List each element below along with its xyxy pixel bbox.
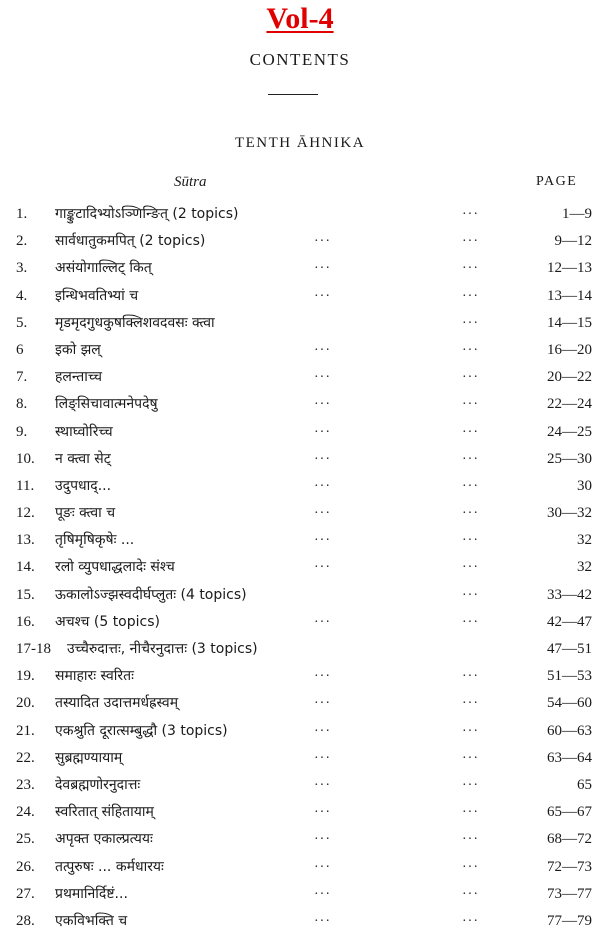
sutra-number: 28. xyxy=(16,912,35,929)
contents-row xyxy=(0,554,600,581)
sutra-column-header: Sūtra xyxy=(174,174,207,190)
leader-dots: ··· xyxy=(462,533,479,549)
leader-dots: ··· xyxy=(462,777,479,793)
contents-row xyxy=(0,283,600,310)
page-range: 32 xyxy=(577,559,592,576)
leader-dots: ··· xyxy=(462,478,479,494)
page-range: 24—25 xyxy=(547,423,592,440)
contents-row xyxy=(0,636,600,663)
sutra-number: 23. xyxy=(16,776,35,793)
sutra-text: सार्वधातुकमपित् (2 topics) xyxy=(55,233,206,250)
page-range: 63—64 xyxy=(547,749,592,766)
contents-row xyxy=(0,826,600,853)
page-range: 20—22 xyxy=(547,369,592,386)
leader-dots: ··· xyxy=(314,533,331,549)
leader-dots: ··· xyxy=(462,207,479,222)
contents-row xyxy=(0,772,600,799)
sutra-text: इको झल् xyxy=(55,341,101,358)
page-range: 73—77 xyxy=(547,885,592,902)
contents-row xyxy=(0,201,600,228)
leader-dots: ··· xyxy=(314,669,331,685)
sutra-number: 12. xyxy=(16,505,35,522)
sutra-number: 25. xyxy=(16,831,35,848)
page-range: 12—13 xyxy=(547,260,592,277)
sutra-number: 17-18 xyxy=(16,641,51,657)
sutra-text: उच्चैरुदात्तः, नीचैरनुदात्तः (3 topics) xyxy=(67,641,258,657)
sutra-text: तृषिमृषिकृषेः ... xyxy=(55,532,135,549)
leader-dots: ··· xyxy=(462,614,479,630)
sutra-number: 19. xyxy=(16,668,35,685)
sutra-number: 22. xyxy=(16,749,35,766)
sutra-number: 21. xyxy=(16,722,35,739)
leader-dots: ··· xyxy=(462,506,479,522)
leader-dots: ··· xyxy=(462,587,479,603)
page-range: 60—63 xyxy=(547,722,592,739)
volume-label: Vol-4 xyxy=(266,2,334,35)
contents-row xyxy=(0,255,600,282)
contents-row xyxy=(0,228,600,255)
page-range: 72—73 xyxy=(547,858,592,875)
sutra-text: इन्धिभवतिभ्यां च xyxy=(55,287,139,304)
leader-dots: ··· xyxy=(314,424,331,440)
section-title: TENTH ĀHNIKA xyxy=(234,135,366,151)
leader-dots: ··· xyxy=(462,669,479,685)
contents-row xyxy=(0,527,600,554)
leader-dots: ··· xyxy=(314,397,331,413)
sutra-number: 15. xyxy=(16,586,35,603)
sutra-text: प्रथमानिर्दिष्टं... xyxy=(55,885,128,902)
leader-dots: ··· xyxy=(462,424,479,440)
sutra-text: समाहारः स्वरितः xyxy=(55,668,134,685)
sutra-text: अपृक्त एकाल्प्रत्ययः xyxy=(55,831,153,848)
leader-dots: ··· xyxy=(462,397,479,413)
leader-dots: ··· xyxy=(314,288,331,304)
leader-dots: ··· xyxy=(314,832,331,848)
leader-dots: ··· xyxy=(462,261,479,277)
sutra-number: 27. xyxy=(16,885,35,902)
page-range: 51—53 xyxy=(547,668,592,685)
sutra-text: एकश्रुति दूरात्सम्बुद्धौ (3 topics) xyxy=(55,722,228,739)
sutra-text: ऊकालोऽज्झस्वदीर्घप्लुतः (4 topics) xyxy=(55,586,247,603)
leader-dots: ··· xyxy=(314,750,331,766)
page-range: 9—12 xyxy=(554,233,592,250)
page-range: 65 xyxy=(577,776,592,793)
leader-dots: ··· xyxy=(462,315,479,331)
sutra-text: लिङ्सिचावात्मनेपदेषु xyxy=(55,396,158,413)
sutra-number: 1. xyxy=(16,206,28,222)
contents-row xyxy=(0,745,600,772)
sutra-text: स्वरितात् संहितायाम् xyxy=(55,804,154,821)
contents-row xyxy=(0,663,600,690)
page-range: 32 xyxy=(577,532,592,549)
page-range: 13—14 xyxy=(547,287,592,304)
leader-dots: ··· xyxy=(462,370,479,386)
contents-row xyxy=(0,364,600,391)
leader-dots: ··· xyxy=(314,342,331,358)
page-range: 33—42 xyxy=(547,586,592,603)
sutra-text: उदुपधाद्... xyxy=(55,477,112,494)
leader-dots: ··· xyxy=(314,696,331,712)
sutra-number: 10. xyxy=(16,450,35,467)
page-range: 30 xyxy=(577,477,592,494)
sutra-text: रलो व्युपधाद्धलादेः संश्च xyxy=(55,559,175,576)
page-range: 22—24 xyxy=(547,396,592,413)
sutra-number: 2. xyxy=(16,233,28,250)
sutra-number: 6 xyxy=(16,341,24,358)
sutra-text: न क्त्वा सेट् xyxy=(55,450,111,467)
leader-dots: ··· xyxy=(314,886,331,902)
contents-row xyxy=(0,908,600,935)
contents-row xyxy=(0,609,600,636)
leader-dots: ··· xyxy=(314,723,331,739)
contents-row xyxy=(0,337,600,364)
contents-row xyxy=(0,582,600,609)
sutra-number: 16. xyxy=(16,613,35,630)
sutra-number: 4. xyxy=(16,287,28,304)
sutra-number: 5. xyxy=(16,314,28,331)
leader-dots: ··· xyxy=(462,288,479,304)
leader-dots: ··· xyxy=(462,234,479,250)
sutra-number: 20. xyxy=(16,695,35,712)
contents-row xyxy=(0,500,600,527)
leader-dots: ··· xyxy=(462,342,479,358)
page-range: 77—79 xyxy=(547,912,592,929)
sutra-text: सुब्रह्मण्यायाम् xyxy=(55,749,123,766)
contents-row xyxy=(0,799,600,826)
sutra-number: 8. xyxy=(16,396,28,413)
contents-row xyxy=(0,446,600,473)
leader-dots: ··· xyxy=(314,913,331,929)
contents-row xyxy=(0,881,600,908)
leader-dots: ··· xyxy=(314,261,331,277)
contents-row xyxy=(0,473,600,500)
contents-row xyxy=(0,310,600,337)
sutra-text: अचश्च (5 topics) xyxy=(55,613,160,630)
sutra-text: हलन्ताच्च xyxy=(55,369,103,386)
heading-rule xyxy=(268,94,318,95)
leader-dots: ··· xyxy=(462,805,479,821)
sutra-number: 7. xyxy=(16,369,28,386)
sutra-text: पूङः क्त्वा च xyxy=(55,505,116,522)
page-range: 16—20 xyxy=(547,341,592,358)
sutra-text: गाङ्कुटादिभ्योऽञ्णिन्ङित् (2 topics) xyxy=(55,206,239,222)
leader-dots: ··· xyxy=(314,777,331,793)
leader-dots: ··· xyxy=(314,859,331,875)
sutra-number: 26. xyxy=(16,858,35,875)
sutra-number: 9. xyxy=(16,423,28,440)
leader-dots: ··· xyxy=(314,370,331,386)
leader-dots: ··· xyxy=(462,696,479,712)
contents-row xyxy=(0,854,600,881)
contents-row xyxy=(0,391,600,418)
sutra-number: 3. xyxy=(16,260,28,277)
sutra-text: तत्पुरुषः ... कर्मधारयः xyxy=(55,858,164,875)
sutra-number: 14. xyxy=(16,559,35,576)
sutra-text: मृडमृदगुधकुषक्लिशवदवसः क्त्वा xyxy=(55,314,215,331)
page-range: 25—30 xyxy=(547,450,592,467)
contents-row xyxy=(0,419,600,446)
page-range: 47—51 xyxy=(547,641,592,657)
leader-dots: ··· xyxy=(462,560,479,576)
sutra-number: 24. xyxy=(16,804,35,821)
leader-dots: ··· xyxy=(314,805,331,821)
page-range: 30—32 xyxy=(547,505,592,522)
sutra-text: असंयोगाल्लिट् कित् xyxy=(55,260,152,277)
leader-dots: ··· xyxy=(314,560,331,576)
leader-dots: ··· xyxy=(314,451,331,467)
contents-row xyxy=(0,690,600,717)
sutra-number: 13. xyxy=(16,532,35,549)
page-range: 1—9 xyxy=(562,206,592,222)
leader-dots: ··· xyxy=(462,913,479,929)
page-range: 65—67 xyxy=(547,804,592,821)
page-column-header: PAGE xyxy=(536,174,578,189)
leader-dots: ··· xyxy=(462,723,479,739)
sutra-text: तस्यादित उदात्तमर्धह्रस्वम् xyxy=(55,695,179,712)
leader-dots: ··· xyxy=(314,234,331,250)
leader-dots: ··· xyxy=(314,506,331,522)
contents-list xyxy=(0,201,600,935)
sutra-text: देवब्रह्मणोरनुदात्तः xyxy=(55,776,141,793)
leader-dots: ··· xyxy=(462,451,479,467)
sutra-text: एकविभक्ति च xyxy=(55,912,128,929)
page-range: 54—60 xyxy=(547,695,592,712)
leader-dots: ··· xyxy=(462,859,479,875)
contents-row xyxy=(0,718,600,745)
leader-dots: ··· xyxy=(314,478,331,494)
leader-dots: ··· xyxy=(462,750,479,766)
page-range: 14—15 xyxy=(547,314,592,331)
leader-dots: ··· xyxy=(462,832,479,848)
leader-dots: ··· xyxy=(314,614,331,630)
contents-heading: CONTENTS xyxy=(249,50,351,69)
sutra-text: स्थाघ्वोरिच्च xyxy=(55,423,113,440)
sutra-number: 11. xyxy=(16,477,35,494)
page-range: 68—72 xyxy=(547,831,592,848)
page-range: 42—47 xyxy=(547,613,592,630)
leader-dots: ··· xyxy=(462,886,479,902)
